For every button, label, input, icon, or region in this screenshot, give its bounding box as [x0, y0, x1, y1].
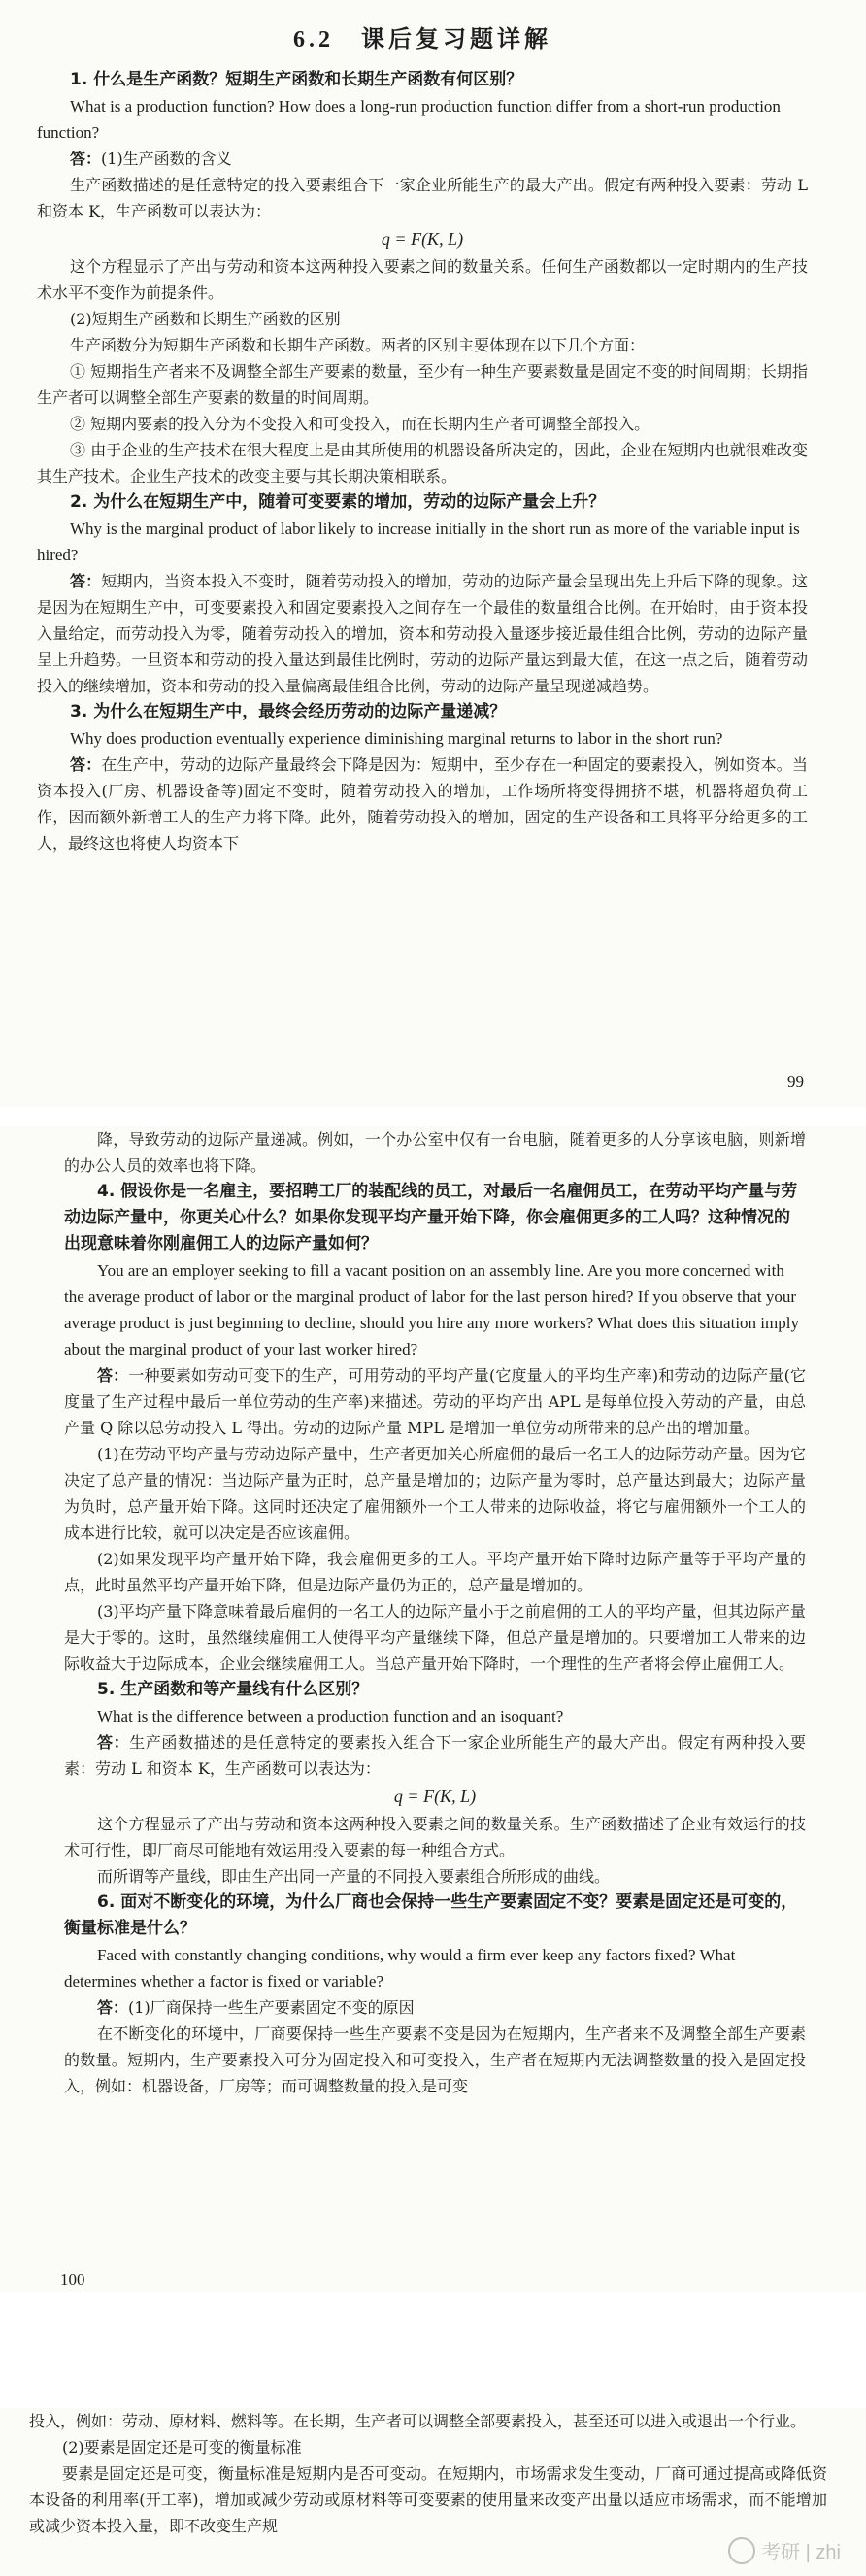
paragraph: 在不断变化的环境中，厂商要保持一些生产要素不变是因为在短期内，生产者来不及调整全部生产要素的数量。短期内，生产要素投入可分为固定投入和可变投入，生产者在短期内无法调整数量的投入是固定投入，例如：机器设备，厂房等；而可调整数量的投入是可变	[64, 2024, 806, 2095]
answer-label: 答：	[70, 150, 102, 168]
list-item: ② 短期内要素的投入分为不变投入和可变投入，而在长期内生产者可调整全部投入。	[70, 415, 650, 433]
section-title: 6.2 课后复习题详解	[293, 27, 551, 52]
page-gap	[0, 1107, 866, 1126]
list-item: ③ 由于企业的生产技术在很大程度上是由其所使用的机器设备所决定的，因此，企业在短期内也就很难改变其生产技术。企业生产技术的改变主要与其长期决策相联系。	[37, 441, 808, 485]
list-item: ① 短期指生产者来不及调整全部生产要素的数量，至少有一种生产要素数量是固定不变的时间周期；长期指生产者可以调整全部生产要素的数量的时间周期。	[37, 362, 808, 407]
paragraph: 这个方程显示了产出与劳动和资本这两种投入要素之间的数量关系。生产函数描述了企业有效运行的技术可行性，即厂商尽可能地有效运用投入要素的每一种组合方式。	[64, 1815, 806, 1859]
page-100	[0, 1126, 866, 2292]
answer-label: 答：	[70, 572, 102, 590]
answer-heading: (1)厂商保持一些生产要素固定不变的原因	[128, 1998, 415, 2017]
answer-label: 答：	[70, 755, 102, 774]
question-6: 6. 面对不断变化的环境，为什么厂商也会保持一些生产要素固定不变？要素是固定还是可变的，衡量标准是什么？	[64, 1892, 798, 1938]
answer-text: 一种要素如劳动可变下的生产，可用劳动的平均产量(它度量人的平均生产率)和劳动的边际产量(它度量了生产过程中最后一单位劳动的生产率)来描述。劳动的平均产出 APL 是每单位投入劳动的产量，由总产量 Q 除以总劳动投入 L 得出。劳动的边际产量 MPL 是增加一单位劳动所带来的总产出的增加量。	[64, 1366, 806, 1437]
paragraph: 而所谓等产量线，即由生产出同一产量的不同投入要素组合所形成的曲线。	[97, 1867, 611, 1886]
page-number: 100	[60, 2270, 85, 2289]
paragraph-continued: 投入，例如：劳动、原材料、燃料等。在长期，生产者可以调整全部要素投入，甚至还可以进入或退出一个行业。	[29, 2412, 807, 2430]
question-2-english: Why is the marginal product of labor likely to increase initially in the short run as more of the variable input is hired?	[37, 519, 800, 564]
sub-heading: (2)要素是固定还是可变的衡量标准	[62, 2438, 302, 2457]
page-99	[0, 0, 866, 1107]
question-1-english: What is a production function? How does a long-run production function differ from a short-run production function?	[37, 97, 781, 142]
question-5-english: What is the difference between a production function and an isoquant?	[97, 1707, 564, 1725]
paragraph: 生产函数分为短期生产函数和长期生产函数。两者的区别主要体现在以下几个方面：	[70, 336, 646, 354]
question-2: 2. 为什么在短期生产中，随着可变要素的增加，劳动的边际产量会上升？	[70, 492, 606, 512]
answer-label: 答：	[97, 1998, 129, 2017]
page-number: 99	[787, 1072, 804, 1090]
formula: q = F(K, L)	[381, 229, 464, 249]
question-6-english: Faced with constantly changing conditions, why would a firm ever keep any factors fixed? What determines whether a factor is fixed or variable?	[64, 1946, 736, 1991]
paragraph: (1)在劳动平均产量与劳动边际产量中，生产者更加关心所雇佣的最后一名工人的边际劳动产量。因为它决定了总产量的情况：当边际产量为正时，总产量是增加的；边际产量为零时，总产量达到最大；边际产量为负时，总产量开始下降。这同时还决定了雇佣额外一个工人带来的边际收益，将它与雇佣额外一个工人的成本进行比较，就可以决定是否应该雇佣。	[64, 1445, 806, 1542]
answer-label: 答：	[97, 1733, 130, 1752]
answer-text: 生产函数描述的是任意特定的要素投入组合下一家企业所能生产的最大产出。假定有两种投入要素：劳动 L 和资本 K，生产函数可以表达为：	[64, 1733, 806, 1778]
sub-heading: (2)短期生产函数和长期生产函数的区别	[70, 310, 341, 328]
watermark-logo-icon	[728, 2537, 755, 2564]
answer-label: 答：	[97, 1366, 129, 1385]
paragraph-continued: 降，导致劳动的边际产量递减。例如，一个办公室中仅有一台电脑，随着更多的人分享该电脑，则新增的办公人员的效率也将下降。	[64, 1130, 806, 1175]
question-3: 3. 为什么在短期生产中，最终会经历劳动的边际产量递减？	[70, 702, 507, 721]
question-4: 4. 假设你是一名雇主，要招聘工厂的装配线的员工，对最后一名雇佣员工，在劳动平均产量与劳动边际产量中，你更关心什么？如果你发现平均产量开始下降，你会雇佣更多的工人吗？这种情况的出现意味着你刚雇佣工人的边际产量如何？	[64, 1182, 798, 1254]
paragraph: 要素是固定还是可变，衡量标准是短期内是否可变动。在短期内，市场需求发生变动，厂商可通过提高或降低资本设备的利用率(开工率)，增加或减少劳动或原材料等可变要素的使用量来改变产出量以适应市场需求，而不能增加或减少资本投入量，即不改变生产规	[29, 2464, 827, 2535]
page-101-partial	[0, 2408, 866, 2576]
formula: q = F(K, L)	[393, 1787, 477, 1806]
page-gap	[0, 2292, 866, 2408]
answer-text: 短期内，当资本投入不变时，随着劳动投入的增加，劳动的边际产量会呈现出先上升后下降的现象。这是因为在短期生产中，可变要素投入和固定要素投入之间存在一个最佳的数量组合比例。在开始时，由于资本投入量给定，而劳动投入为零，随着劳动投入的增加，资本和劳动投入量逐步接近最佳组合比例，劳动的边际产量呈上升趋势。一旦资本和劳动的投入量达到最佳比例时，劳动的边际产量达到最大值，在这一点之后，随着劳动投入的继续增加，资本和劳动的投入量偏离最佳组合比例，劳动的边际产量呈现递减趋势。	[37, 572, 808, 695]
paragraph: 这个方程显示了产出与劳动和资本这两种投入要素之间的数量关系。任何生产函数都以一定时期内的生产技术水平不变作为前提条件。	[37, 257, 808, 302]
answer-heading: (1)生产函数的含义	[101, 150, 232, 168]
watermark-text: 考研 | zhi	[761, 2542, 841, 2563]
paragraph: 生产函数描述的是任意特定的投入要素组合下一家企业所能生产的最大产出。假定有两种投入要素：劳动 L 和资本 K，生产函数可以表达为：	[37, 176, 808, 220]
watermark	[728, 2536, 841, 2564]
question-3-english: Why does production eventually experience diminishing marginal returns to labor in the short run?	[70, 729, 723, 748]
paragraph: (2)如果发现平均产量开始下降，我会雇佣更多的工人。平均产量开始下降时边际产量等于平均产量的点，此时虽然平均产量开始下降，但是边际产量仍为正的，总产量是增加的。	[64, 1550, 806, 1594]
question-4-english: You are an employer seeking to fill a vacant position on an assembly line. Are you more concerned with the average product of labor or the marginal product of labor for the last person hired? If you observe that your average product is just beginning to decline, should you hire any more workers? What does this situation imply about the marginal product of your last worker hired?	[64, 1261, 799, 1358]
question-1: 1. 什么是生产函数？短期生产函数和长期生产函数有何区别？	[70, 70, 523, 89]
question-5: 5. 生产函数和等产量线有什么区别？	[97, 1680, 369, 1699]
paragraph: (3)平均产量下降意味着最后雇佣的一名工人的边际产量小于之前雇佣的工人的平均产量，但其边际产量是大于零的。这时，虽然继续雇佣工人使得平均产量继续下降，但总产量是增加的。只要增加工人带来的边际收益大于边际成本，企业会继续雇佣工人。当总产量开始下降时，一个理性的生产者将会停止雇佣工人。	[64, 1602, 806, 1673]
answer-text: 在生产中，劳动的边际产量最终会下降是因为：短期中，至少存在一种固定的要素投入，例如资本。当资本投入(厂房、机器设备等)固定不变时，随着劳动投入的增加，工作场所将变得拥挤不堪，机器将超负荷工作，因而额外新增工人的生产力将下降。此外，随着劳动投入的增加，固定的生产设备和工具将平分给更多的工人，最终这也将使人均资本下	[37, 755, 808, 853]
